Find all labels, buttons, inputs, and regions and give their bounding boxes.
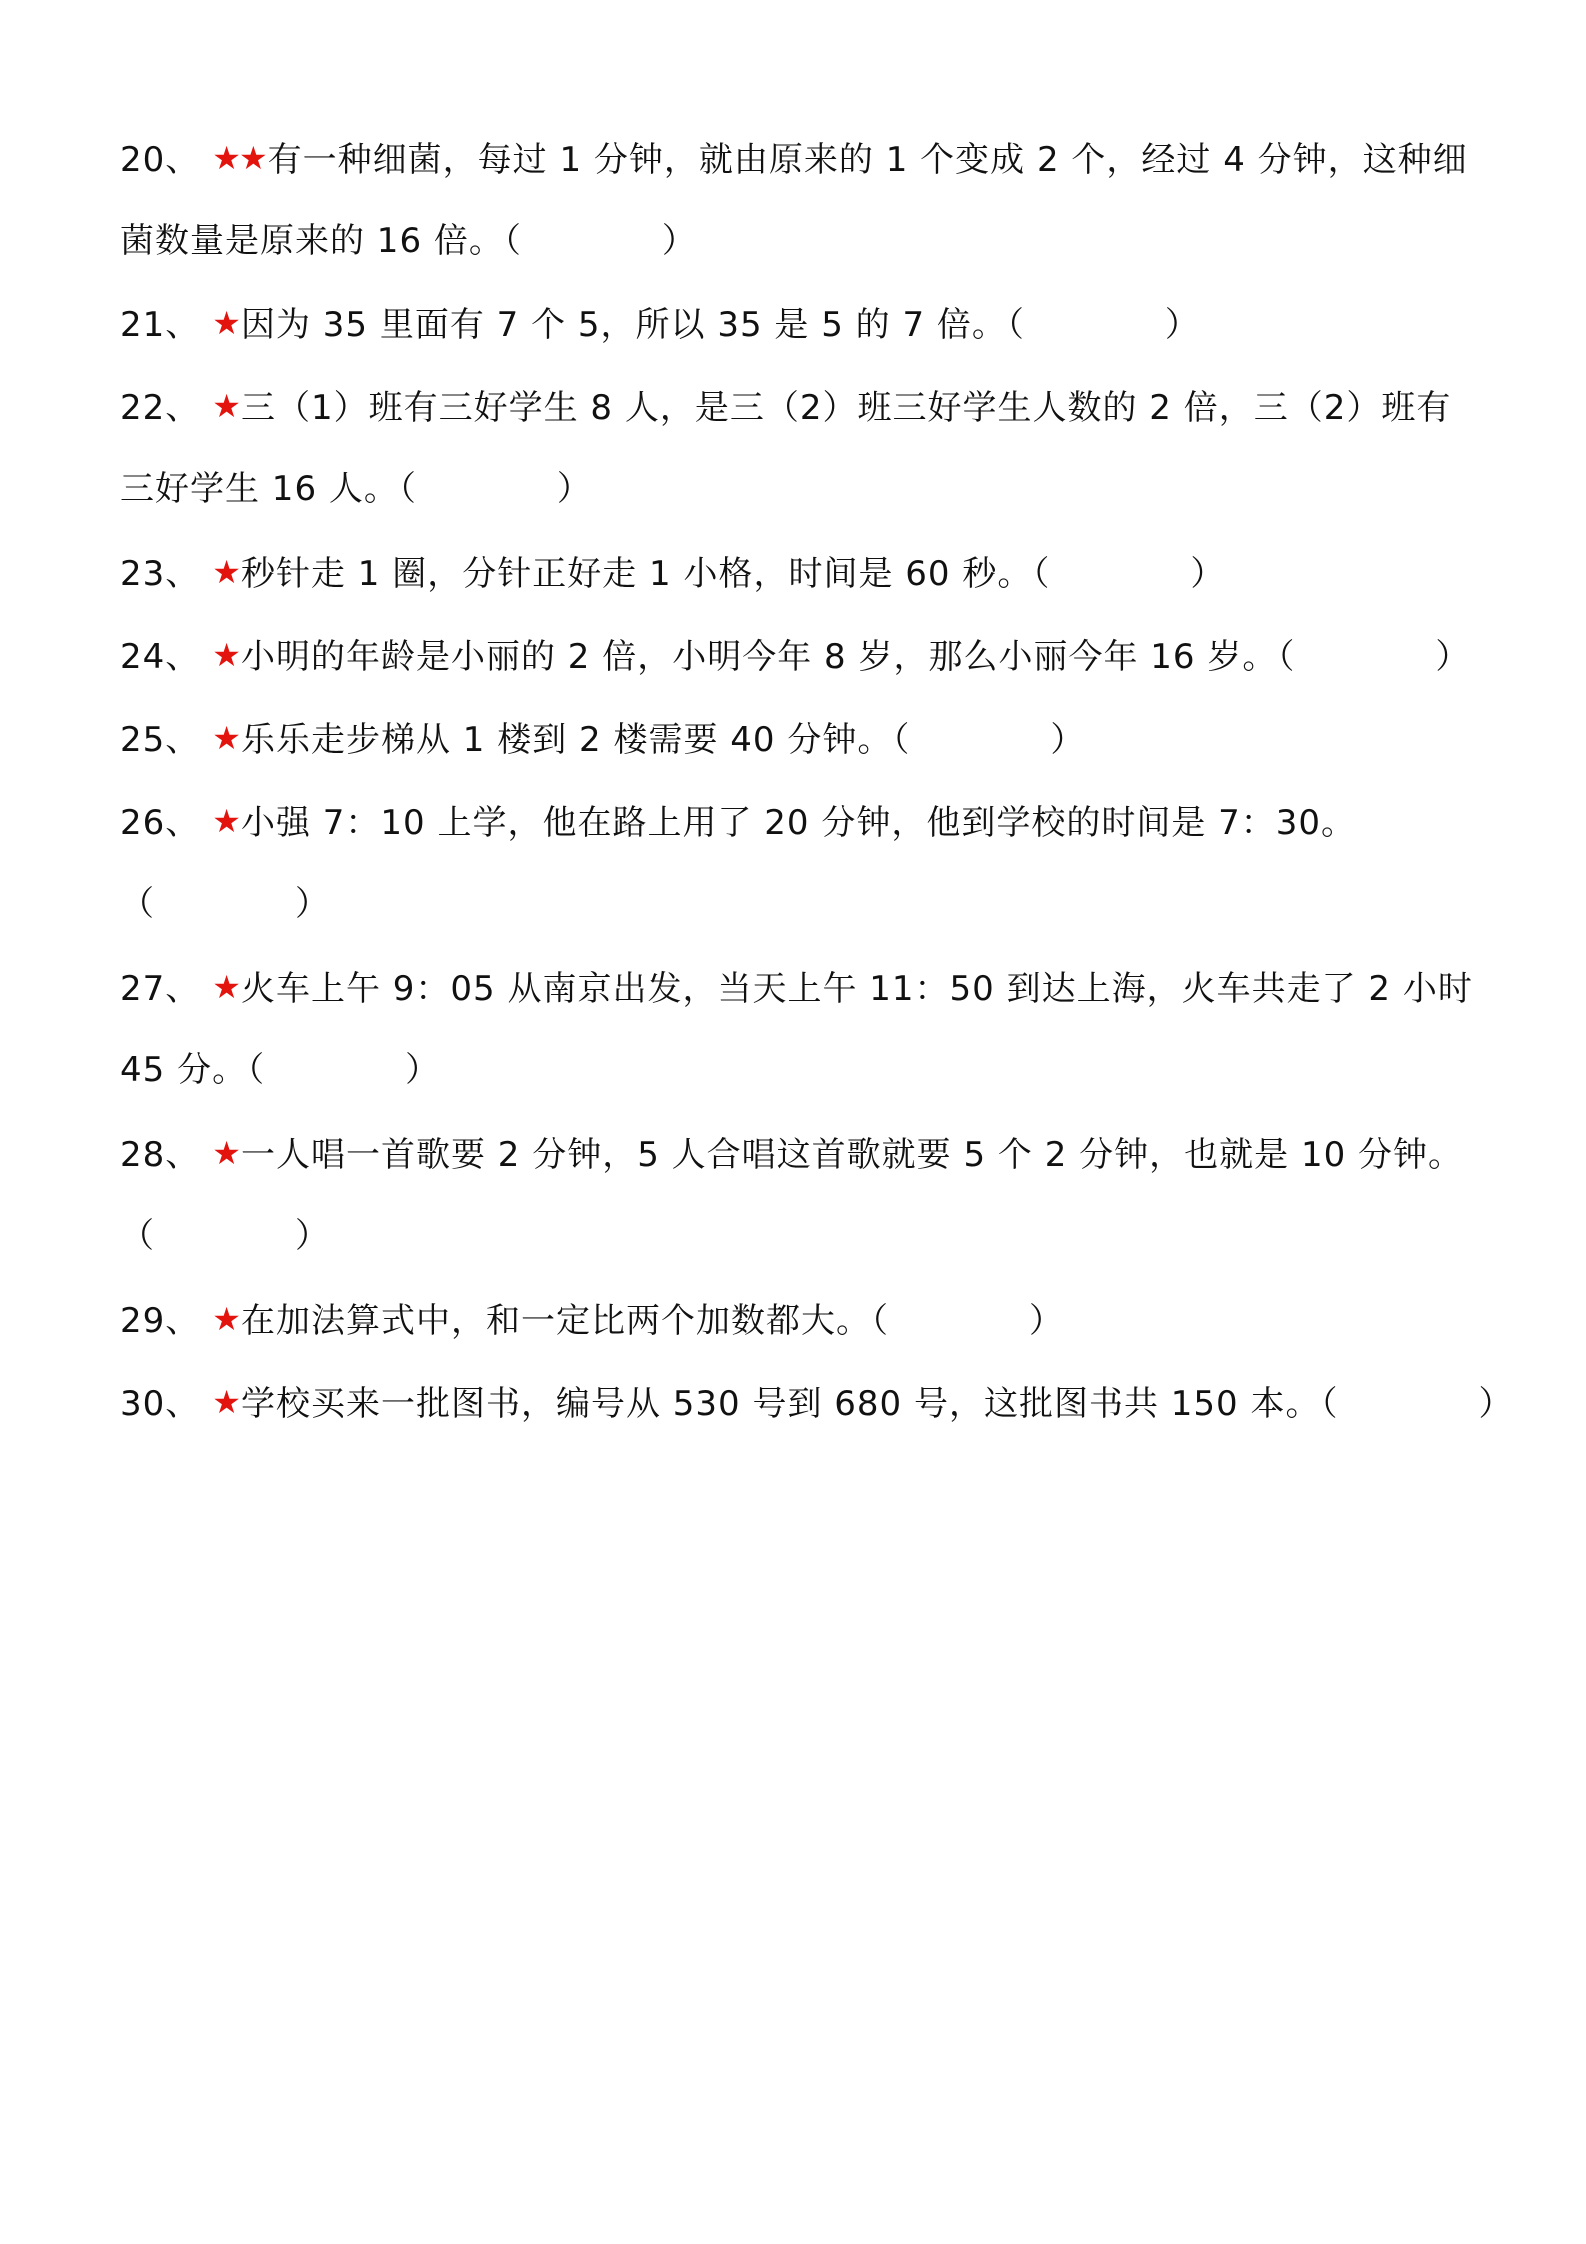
question-20-line-2 [120,219,697,263]
question-27-line-2 [120,1048,440,1092]
difficulty-star-icon: ★ [212,719,239,757]
question-26-line-2 [120,882,330,926]
question-text: 一人唱一首歌要 2 分钟，5 人合唱这首歌就要 5 个 2 分钟，也就是 10 分钟。 [240,1135,1464,1175]
question-28-line-2 [120,1214,330,1258]
question-text: 小明的年龄是小丽的 2 倍，小明今年 8 岁，那么小丽今年 16 岁。（ ） [240,637,1471,677]
question-number: 27、 [120,969,201,1009]
question-text: 学校买来一批图书，编号从 530 号到 680 号，这批图书共 150 本。（ ） [240,1384,1514,1424]
question-number: 30、 [120,1384,201,1424]
difficulty-star-icon: ★ [212,636,239,674]
question-20-line-1 [120,136,1468,182]
question-number: 28、 [120,1135,201,1175]
question-text: 火车上午 9：05 从南京出发，当天上午 11：50 到达上海，火车共走了 2 小时 [240,969,1473,1009]
question-30-line-1 [120,1380,1513,1426]
question-text: 因为 35 里面有 7 个 5，所以 35 是 5 的 7 倍。（ ） [240,305,1200,345]
question-22-line-2 [120,467,592,511]
question-number: 25、 [120,720,201,760]
question-number: 22、 [120,388,201,428]
difficulty-star-icon: ★★ [212,139,266,177]
question-number: 24、 [120,637,201,677]
question-text: 在加法算式中，和一定比两个加数都大。（ ） [240,1301,1064,1341]
difficulty-star-icon: ★ [212,387,239,425]
question-text: 三（1）班有三好学生 8 人，是三（2）班三好学生人数的 2 倍，三（2）班有 [240,388,1452,428]
question-number: 20、 [120,140,201,180]
difficulty-star-icon: ★ [212,1383,239,1421]
question-21-line-1 [120,301,1200,347]
question-22-line-1 [120,384,1451,430]
question-text-continued: 45 分。（ ） [120,1050,441,1090]
difficulty-star-icon: ★ [212,553,239,591]
difficulty-star-icon: ★ [212,304,239,342]
question-27-line-1 [120,965,1473,1011]
question-text: 小强 7：10 上学，他在路上用了 20 分钟，他到学校的时间是 7：30。 [240,803,1357,843]
difficulty-star-icon: ★ [212,968,239,1006]
question-text-continued: 菌数量是原来的 16 倍。（ ） [120,221,697,261]
question-text: 乐乐走步梯从 1 楼到 2 楼需要 40 分钟。（ ） [240,720,1086,760]
question-text: 有一种细菌，每过 1 分钟，就由原来的 1 个变成 2 个，经过 4 分钟，这种细 [267,140,1468,180]
question-text-continued: 三好学生 16 人。（ ） [120,469,592,509]
difficulty-star-icon: ★ [212,1300,239,1338]
answer-blank[interactable]: （ ） [120,1216,330,1256]
question-number: 23、 [120,554,201,594]
question-24-line-1 [120,633,1470,679]
difficulty-star-icon: ★ [212,802,239,840]
question-number: 29、 [120,1301,201,1341]
question-number: 21、 [120,305,201,345]
question-26-line-1 [120,799,1356,845]
question-text: 秒针走 1 圈，分针正好走 1 小格，时间是 60 秒。（ ） [240,554,1226,594]
difficulty-star-icon: ★ [212,1134,239,1172]
answer-blank[interactable]: （ ） [120,884,330,924]
question-28-line-1 [120,1131,1463,1177]
question-23-line-1 [120,550,1225,596]
question-number: 26、 [120,803,201,843]
question-25-line-1 [120,716,1085,762]
question-29-line-1 [120,1297,1064,1343]
